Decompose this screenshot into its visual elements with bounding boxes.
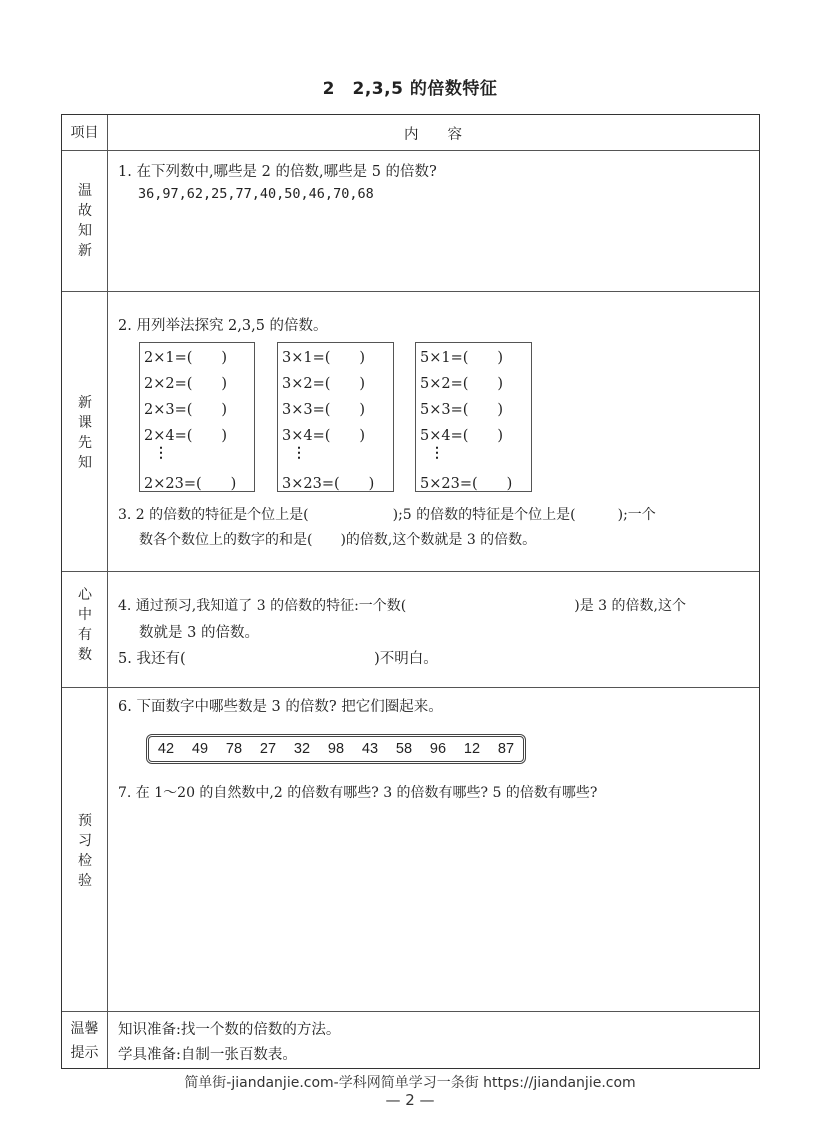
number-item[interactable]: 58 [395,741,413,757]
question-6: 6. 下面数字中哪些数是 3 的倍数? 把它们圈起来。 [118,699,443,715]
number-item[interactable]: 43 [361,741,379,757]
multiple-row: 5×4=( ) [420,428,504,444]
row-divider [62,687,759,688]
page-number: — 2 — [385,1091,435,1109]
multiples-of-3-box [277,342,394,492]
question-1: 1. 在下列数中,哪些是 2 的倍数,哪些是 5 的倍数? [118,164,437,180]
header-item: 项目 [70,125,99,141]
row-divider [62,150,759,151]
section-label-tips-line-1: 温馨 [70,1021,99,1037]
multiple-row: 2×1=( ) [144,350,228,366]
question-4-line-2: 数就是 3 的倍数。 [139,625,259,641]
column-divider [107,115,108,1068]
number-item[interactable]: 78 [225,741,243,757]
multiple-row: 2×2=( ) [144,376,228,392]
question-2: 2. 用列举法探究 2,3,5 的倍数。 [118,318,328,334]
section-label-new-lesson: 新课先知 [78,395,92,471]
multiples-of-2-box [139,342,255,492]
section-label-tips-line-2: 提示 [70,1045,99,1061]
number-item[interactable]: 87 [497,741,515,757]
lesson-table [61,114,760,1069]
number-item[interactable]: 96 [429,741,447,757]
multiple-row: 5×2=( ) [420,376,504,392]
multiples-of-5-box [415,342,532,492]
number-item[interactable]: 49 [191,741,209,757]
question-4-line-1: 4. 通过预习,我知道了 3 的倍数的特征:一个数( )是 3 的倍数,这个 [118,598,686,614]
ellipsis: ⋮ [154,445,168,461]
multiple-row: 5×3=( ) [420,402,504,418]
tip-knowledge: 知识准备:找一个数的倍数的方法。 [118,1022,341,1038]
multiple-row: 3×4=( ) [282,428,366,444]
section-label-review: 温故知新 [78,183,92,259]
footer-text: 简单街-jiandanjie.com-学科网简单学习一条街 https://jiandanjie.com [184,1075,636,1091]
row-divider [62,1011,759,1012]
multiple-row: 2×3=( ) [144,402,228,418]
header-content: 内 容 [404,127,462,143]
multiple-row-last: 2×23=( ) [144,476,237,492]
row-divider [62,291,759,292]
page-title: 2 2,3,5 的倍数特征 [322,79,498,99]
tip-materials: 学具准备:自制一张百数表。 [118,1047,297,1063]
review-numbers: 36,97,62,25,77,40,50,46,70,68 [138,186,374,202]
number-item[interactable]: 42 [157,741,175,757]
multiple-row: 2×4=( ) [144,428,228,444]
number-frame [146,734,526,764]
number-item[interactable]: 98 [327,741,345,757]
multiple-row: 5×1=( ) [420,350,504,366]
multiple-row: 3×2=( ) [282,376,366,392]
question-3-line-1: 3. 2 的倍数的特征是个位上是( );5 的倍数的特征是个位上是( );一个 [118,507,656,523]
ellipsis: ⋮ [292,445,306,461]
multiple-row-last: 3×23=( ) [282,476,375,492]
number-item[interactable]: 27 [259,741,277,757]
number-item[interactable]: 12 [463,741,481,757]
section-label-mind: 心中有数 [78,587,92,663]
row-divider [62,571,759,572]
question-3-line-2: 数各个数位上的数字的和是( )的倍数,这个数就是 3 的倍数。 [139,532,537,548]
question-5: 5. 我还有( )不明白。 [118,651,438,667]
multiple-row-last: 5×23=( ) [420,476,513,492]
number-item[interactable]: 32 [293,741,311,757]
question-7: 7. 在 1～20 的自然数中,2 的倍数有哪些? 3 的倍数有哪些? 5 的倍数有哪些? [118,785,598,801]
multiple-row: 3×3=( ) [282,402,366,418]
ellipsis: ⋮ [430,445,444,461]
section-label-check: 预习检验 [78,813,92,889]
multiple-row: 3×1=( ) [282,350,366,366]
